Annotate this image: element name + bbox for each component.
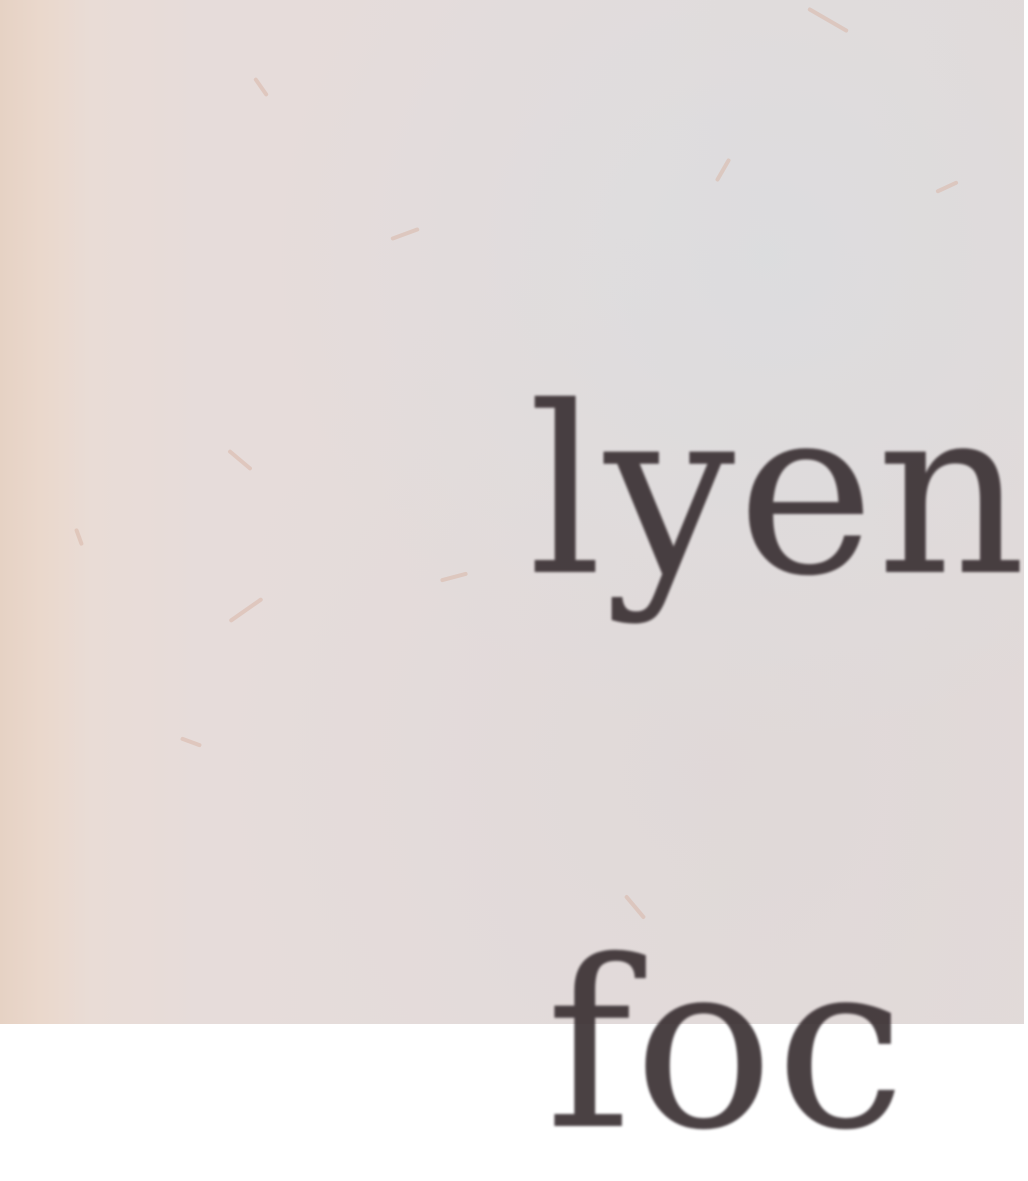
- printed-word: lyen: [528, 357, 1028, 627]
- paper-fiber: [807, 7, 849, 33]
- paper-fiber: [228, 597, 263, 623]
- paper-fiber: [180, 736, 202, 747]
- paper-fiber: [390, 227, 420, 241]
- paper-fiber: [935, 180, 958, 194]
- paper-fiber: [440, 571, 468, 582]
- paper-fiber: [227, 449, 253, 471]
- paper-fiber: [253, 77, 269, 97]
- paper-fiber: [715, 158, 731, 183]
- printed-word-partial: foc: [546, 911, 908, 1181]
- paper-fiber: [74, 528, 84, 546]
